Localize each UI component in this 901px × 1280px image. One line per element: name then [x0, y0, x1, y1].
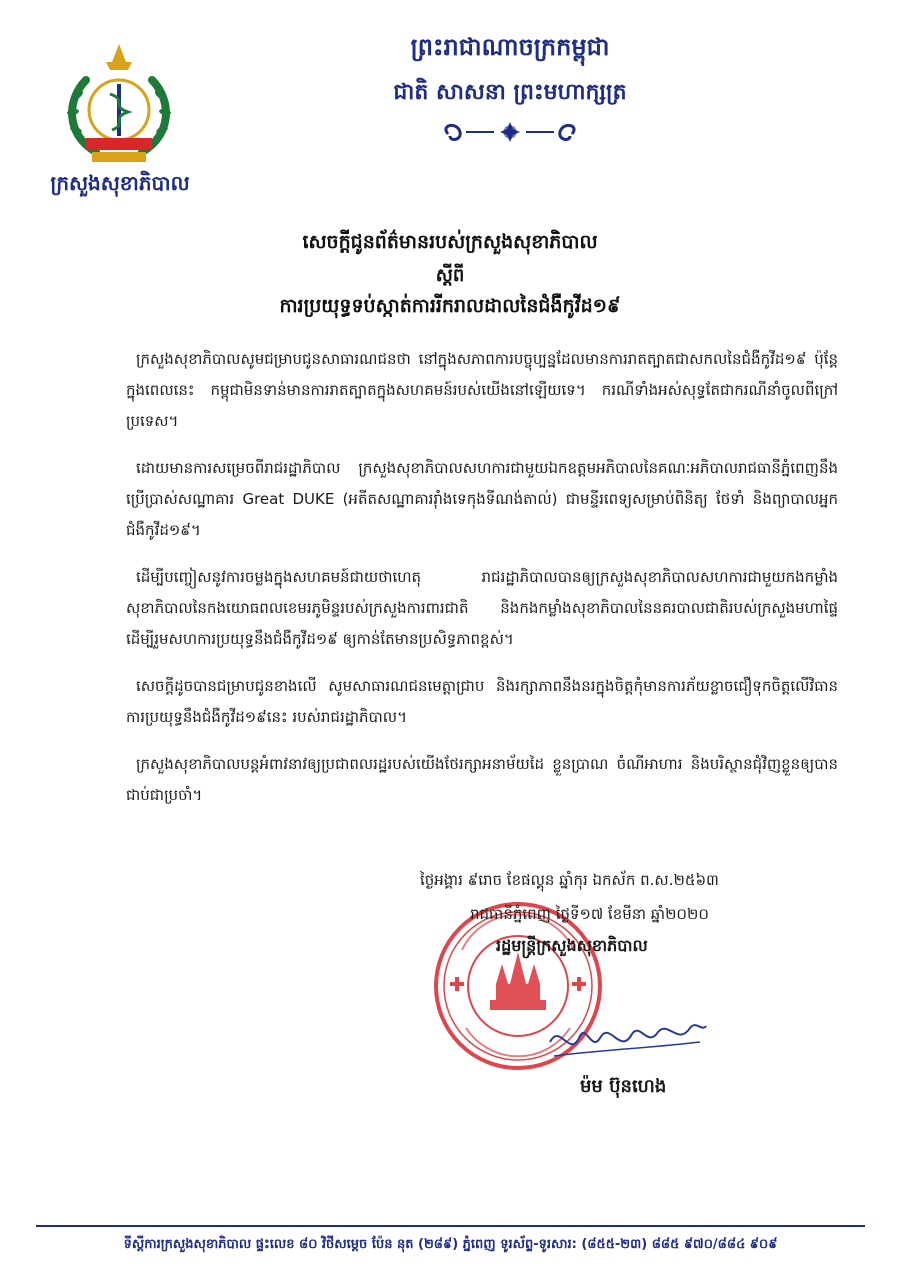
paragraph-2: ដោយមានការសម្រេចពីរាជរដ្ឋាភិបាល ក្រសួងសុខាភិបាលសហការជាមួយឯកឧត្តមអភិបាលនៃគណៈអភិបាលរាជធានីភ្នំពេញនឹងប្រើប្រាស់សណ្ឋាគារ Great DUKE (អតីតសណ្ឋាគាររ៉ាំងទេកុងទីណង់តាល់) ជាមន្ទីរពេទ្យសម្រាប់ពិនិត្យ ថែទាំ និងព្យាបាលអ្នកជំងឺកូវីដ១៩។	[126, 459, 838, 539]
kingdom-heading: ព្រះរាជាណាចក្រកម្ពុជា	[410, 33, 610, 61]
handwritten-signature-icon	[540, 1012, 710, 1068]
ornament-icon	[410, 118, 610, 146]
paragraph-5: ក្រសួងសុខាភិបាលបន្តអំពាវនាវឲ្យប្រជាពលរដ្ឋរបស់យើងថែរក្សាអនាម័យដៃ ខ្លួនប្រាណ ចំណីអាហារ និងបរិស្ថានជុំវិញខ្លួនឲ្យបានជាប់ជាប្រចាំ។	[126, 755, 838, 804]
document-body	[126, 344, 838, 827]
paragraph-4: សេចក្តីដូចបានជម្រាបជូនខាងលើ សូមសាធារណជនមេត្តាជ្រាប និងរក្សាភាពនឹងនរក្នុងចិត្តកុំមានការភ័យខ្លាចជឿទុកចិត្តលើវិធានការប្រយុទ្ធនឹងជំងឺកូវីដ១៩នេះ របស់រាជរដ្ឋាភិបាល។	[126, 677, 838, 726]
document-title: សេចក្តីជូនព័ត៌មានរបស់ក្រសួងសុខាភិបាល	[302, 231, 598, 253]
ministry-logo-icon	[56, 40, 182, 172]
solar-date: រាជធានីភ្នំពេញ ថ្ងៃទី១៧ ខែមីនា ឆ្នាំ២០២០	[470, 905, 710, 923]
footer-address: ទីស្តីការក្រសួងសុខាភិបាល ផ្ទះលេខ ៨០ វិថីសម្តេច ប៉ែន នុត (២៨៩) ភ្នំពេញ ទូរស័ព្ទ-ទូរសារ: (៨៥៥-២៣) ៨៨៥ ៩៧០/៨៨៤ ៩០៩	[123, 1237, 778, 1252]
ministry-name: ក្រសួងសុខាភិបាល	[50, 171, 190, 195]
paragraph-1: ក្រសួងសុខាភិបាលសូមជម្រាបជូនសាធារណជនថា នៅក្នុងសភាពការបច្ចុប្បន្នដែលមានការរាតត្បាតជាសកលនៃជំងឺកូវីដ១៩ ប៉ុន្តែក្នុងពេលនេះ កម្ពុជាមិនទាន់មានការរាតត្បាតក្នុងសហគមន៍របស់យើងនៅឡើយទេ។ ករណីទាំងអស់សុទ្ធតែជាករណីនាំចូលពីក្រៅប្រទេស។	[126, 350, 838, 430]
lunar-date: ថ្ងៃអង្គារ ៩រោច ខែផល្គុន ឆ្នាំកុរ ឯកស័ក ព.ស.២៥៦៣	[420, 871, 719, 889]
signer-name: ម៉ម ប៊ុនហេង	[580, 1076, 667, 1097]
signer-role: រដ្ឋមន្ត្រីក្រសួងសុខាភិបាល	[496, 936, 648, 955]
document-subject: ការប្រយុទ្ធទប់ស្កាត់ការរីករាលដាលនៃជំងឺកូវីដ១៩	[279, 295, 621, 317]
paragraph-3: ដើម្បីបញ្ចៀសនូវការចម្លងក្នុងសហគមន៍ជាយថាហេតុ រាជរដ្ឋាភិបាលបានឲ្យក្រសួងសុខាភិបាលសហការជាមួយកងកម្លាំងសុខាភិបាលនៃកងយោធពលខេមរភូមិន្ទរបស់ក្រសួងការពារជាតិ និងកងកម្លាំងសុខាភិបាលនៃនគរបាលជាតិរបស់ក្រសួងមហាផ្ទៃ ដើម្បីរួមសហការប្រយុទ្ធនឹងជំងឺកូវីដ១៩ ឲ្យកាន់តែមានប្រសិទ្ធភាពខ្ពស់។	[126, 568, 838, 648]
national-motto: ជាតិ សាសនា ព្រះមហាក្សត្រ	[393, 80, 627, 105]
footer-divider	[36, 1225, 865, 1227]
document-title-subject-label: ស្តីពី	[435, 265, 465, 286]
